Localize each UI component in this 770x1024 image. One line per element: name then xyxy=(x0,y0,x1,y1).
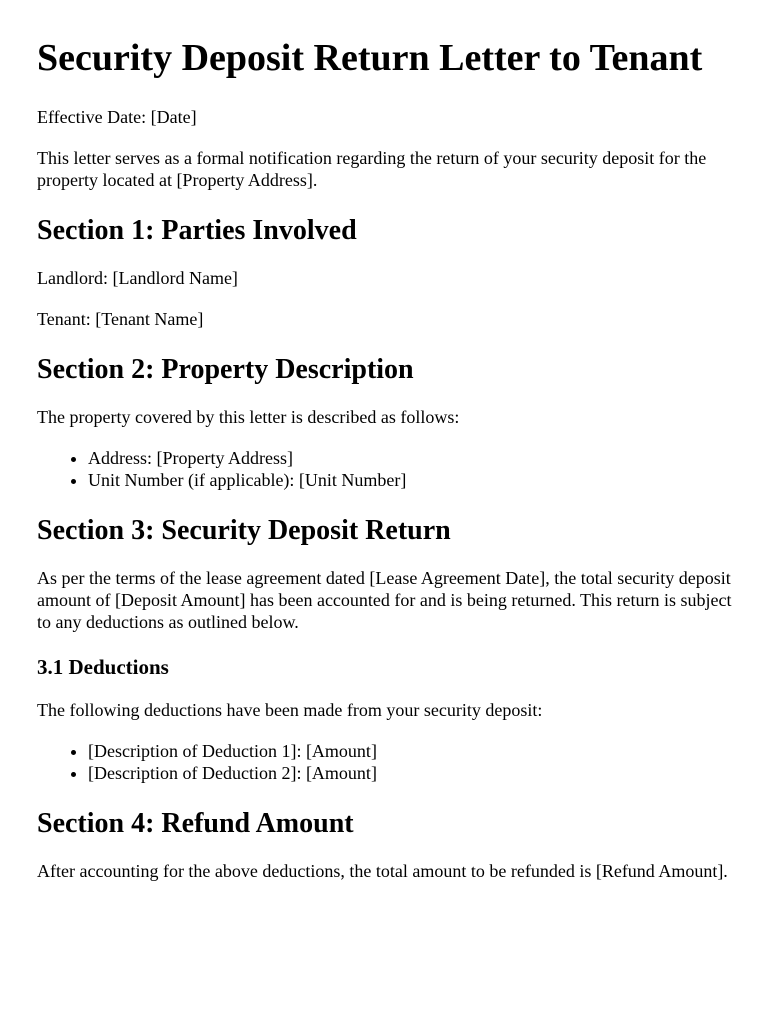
document-title: Security Deposit Return Letter to Tenant xyxy=(37,37,703,79)
list-item: • Address: [Property Address] xyxy=(88,447,734,469)
intro-paragraph: This letter serves as a formal notification regarding the return of your security deposit for the property located at [Property Address]. xyxy=(37,148,707,190)
section4-heading: Section 4: Refund Amount xyxy=(37,808,354,839)
section3-heading: Section 3: Security Deposit Return xyxy=(37,515,451,546)
section3-body: As per the terms of the lease agreement dated [Lease Agreement Date], the total security deposit amount of [Deposit Amount] has been accounted for and is being returned. This return is subject to any deductions as outlined below. xyxy=(37,568,732,632)
section2-intro: The property covered by this letter is described as follows: xyxy=(37,407,460,427)
list-item: • Unit Number (if applicable): [Unit Number] xyxy=(88,469,734,491)
deductions-list xyxy=(37,740,734,784)
deductions-intro: The following deductions have been made from your security deposit: xyxy=(37,700,543,720)
section1-heading: Section 1: Parties Involved xyxy=(37,215,357,246)
section2-heading: Section 2: Property Description xyxy=(37,354,414,385)
list-item: • [Description of Deduction 1]: [Amount] xyxy=(88,740,734,762)
list-item: • [Description of Deduction 2]: [Amount] xyxy=(88,762,734,784)
tenant-line: Tenant: [Tenant Name] xyxy=(37,309,204,329)
section4-body: After accounting for the above deductions, the total amount to be refunded is [Refund Amount]. xyxy=(37,861,728,881)
property-list xyxy=(37,447,734,491)
subsection-deductions-heading: 3.1 Deductions xyxy=(37,655,169,679)
landlord-line: Landlord: [Landlord Name] xyxy=(37,268,238,288)
effective-date: Effective Date: [Date] xyxy=(37,107,197,127)
